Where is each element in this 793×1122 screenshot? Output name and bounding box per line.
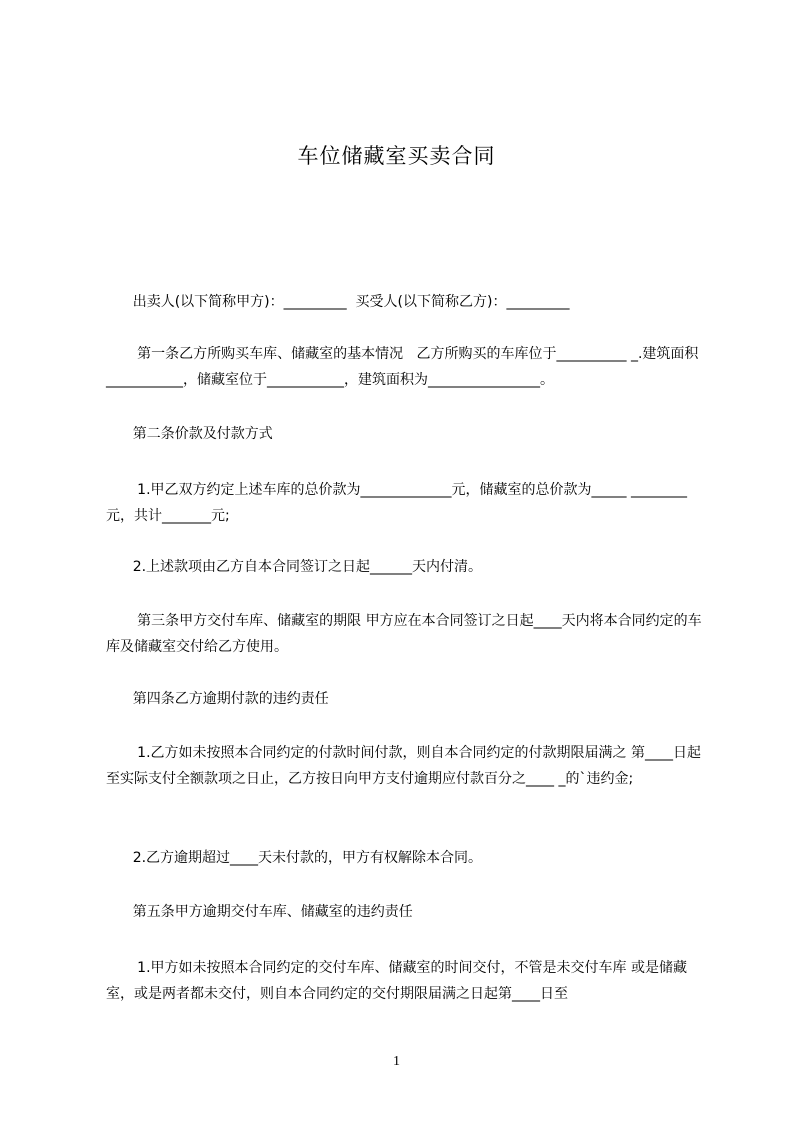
paragraph-article-4-heading: 第四条乙方逾期付款的违约责任 (106, 691, 329, 707)
paragraph-article-2-item-1: 1.甲乙双方约定上述车库的总价款为_____________元，储藏室的总价款为_____ ________元，共计_______元; (106, 482, 687, 524)
paragraph-article-2-item-2: 2.上述款项由乙方自本合同签订之日起______天内付清。 (106, 559, 483, 575)
paragraph-article-5-heading: 第五条甲方逾期交付车库、储藏室的违约责任 (106, 904, 413, 920)
page-number: 1 (393, 1054, 400, 1069)
paragraph-article-1: 第一条乙方所购买车库、储藏室的基本情况 乙方所购买的车库位于__________ _.建筑面积___________，储藏室位于___________，建筑面积为________________。 (106, 346, 699, 388)
paragraph-article-2-heading: 第二条价款及付款方式 (106, 426, 273, 442)
paragraph-parties: 出卖人(以下简称甲方)：_________ 买受人(以下简称乙方)：_________ (106, 294, 570, 310)
paragraph-article-5-item-1: 1.甲方如未按照本合同约定的交付车库、储藏室的时间交付，不管是未交付车库 或是储藏室，或是两者都未交付，则自本合同约定的交付期限届满之日起第____日至 (106, 960, 687, 1002)
document-title: 车位储藏室买卖合同 (297, 144, 496, 168)
paragraph-article-3: 第三条甲方交付车库、储藏室的期限 甲方应在本合同签订之日起____天内将本合同约定的车库及储藏室交付给乙方使用。 (106, 613, 702, 655)
paragraph-article-4-item-1: 1.乙方如未按照本合同约定的付款时间付款，则自本合同约定的付款期限届满之 第____日起至实际支付全额款项之日止，乙方按日向甲方支付逾期应付款百分之____ _的`违约金; (106, 745, 701, 787)
paragraph-article-4-item-2: 2.乙方逾期超过____天未付款的，甲方有权解除本合同。 (106, 850, 483, 866)
